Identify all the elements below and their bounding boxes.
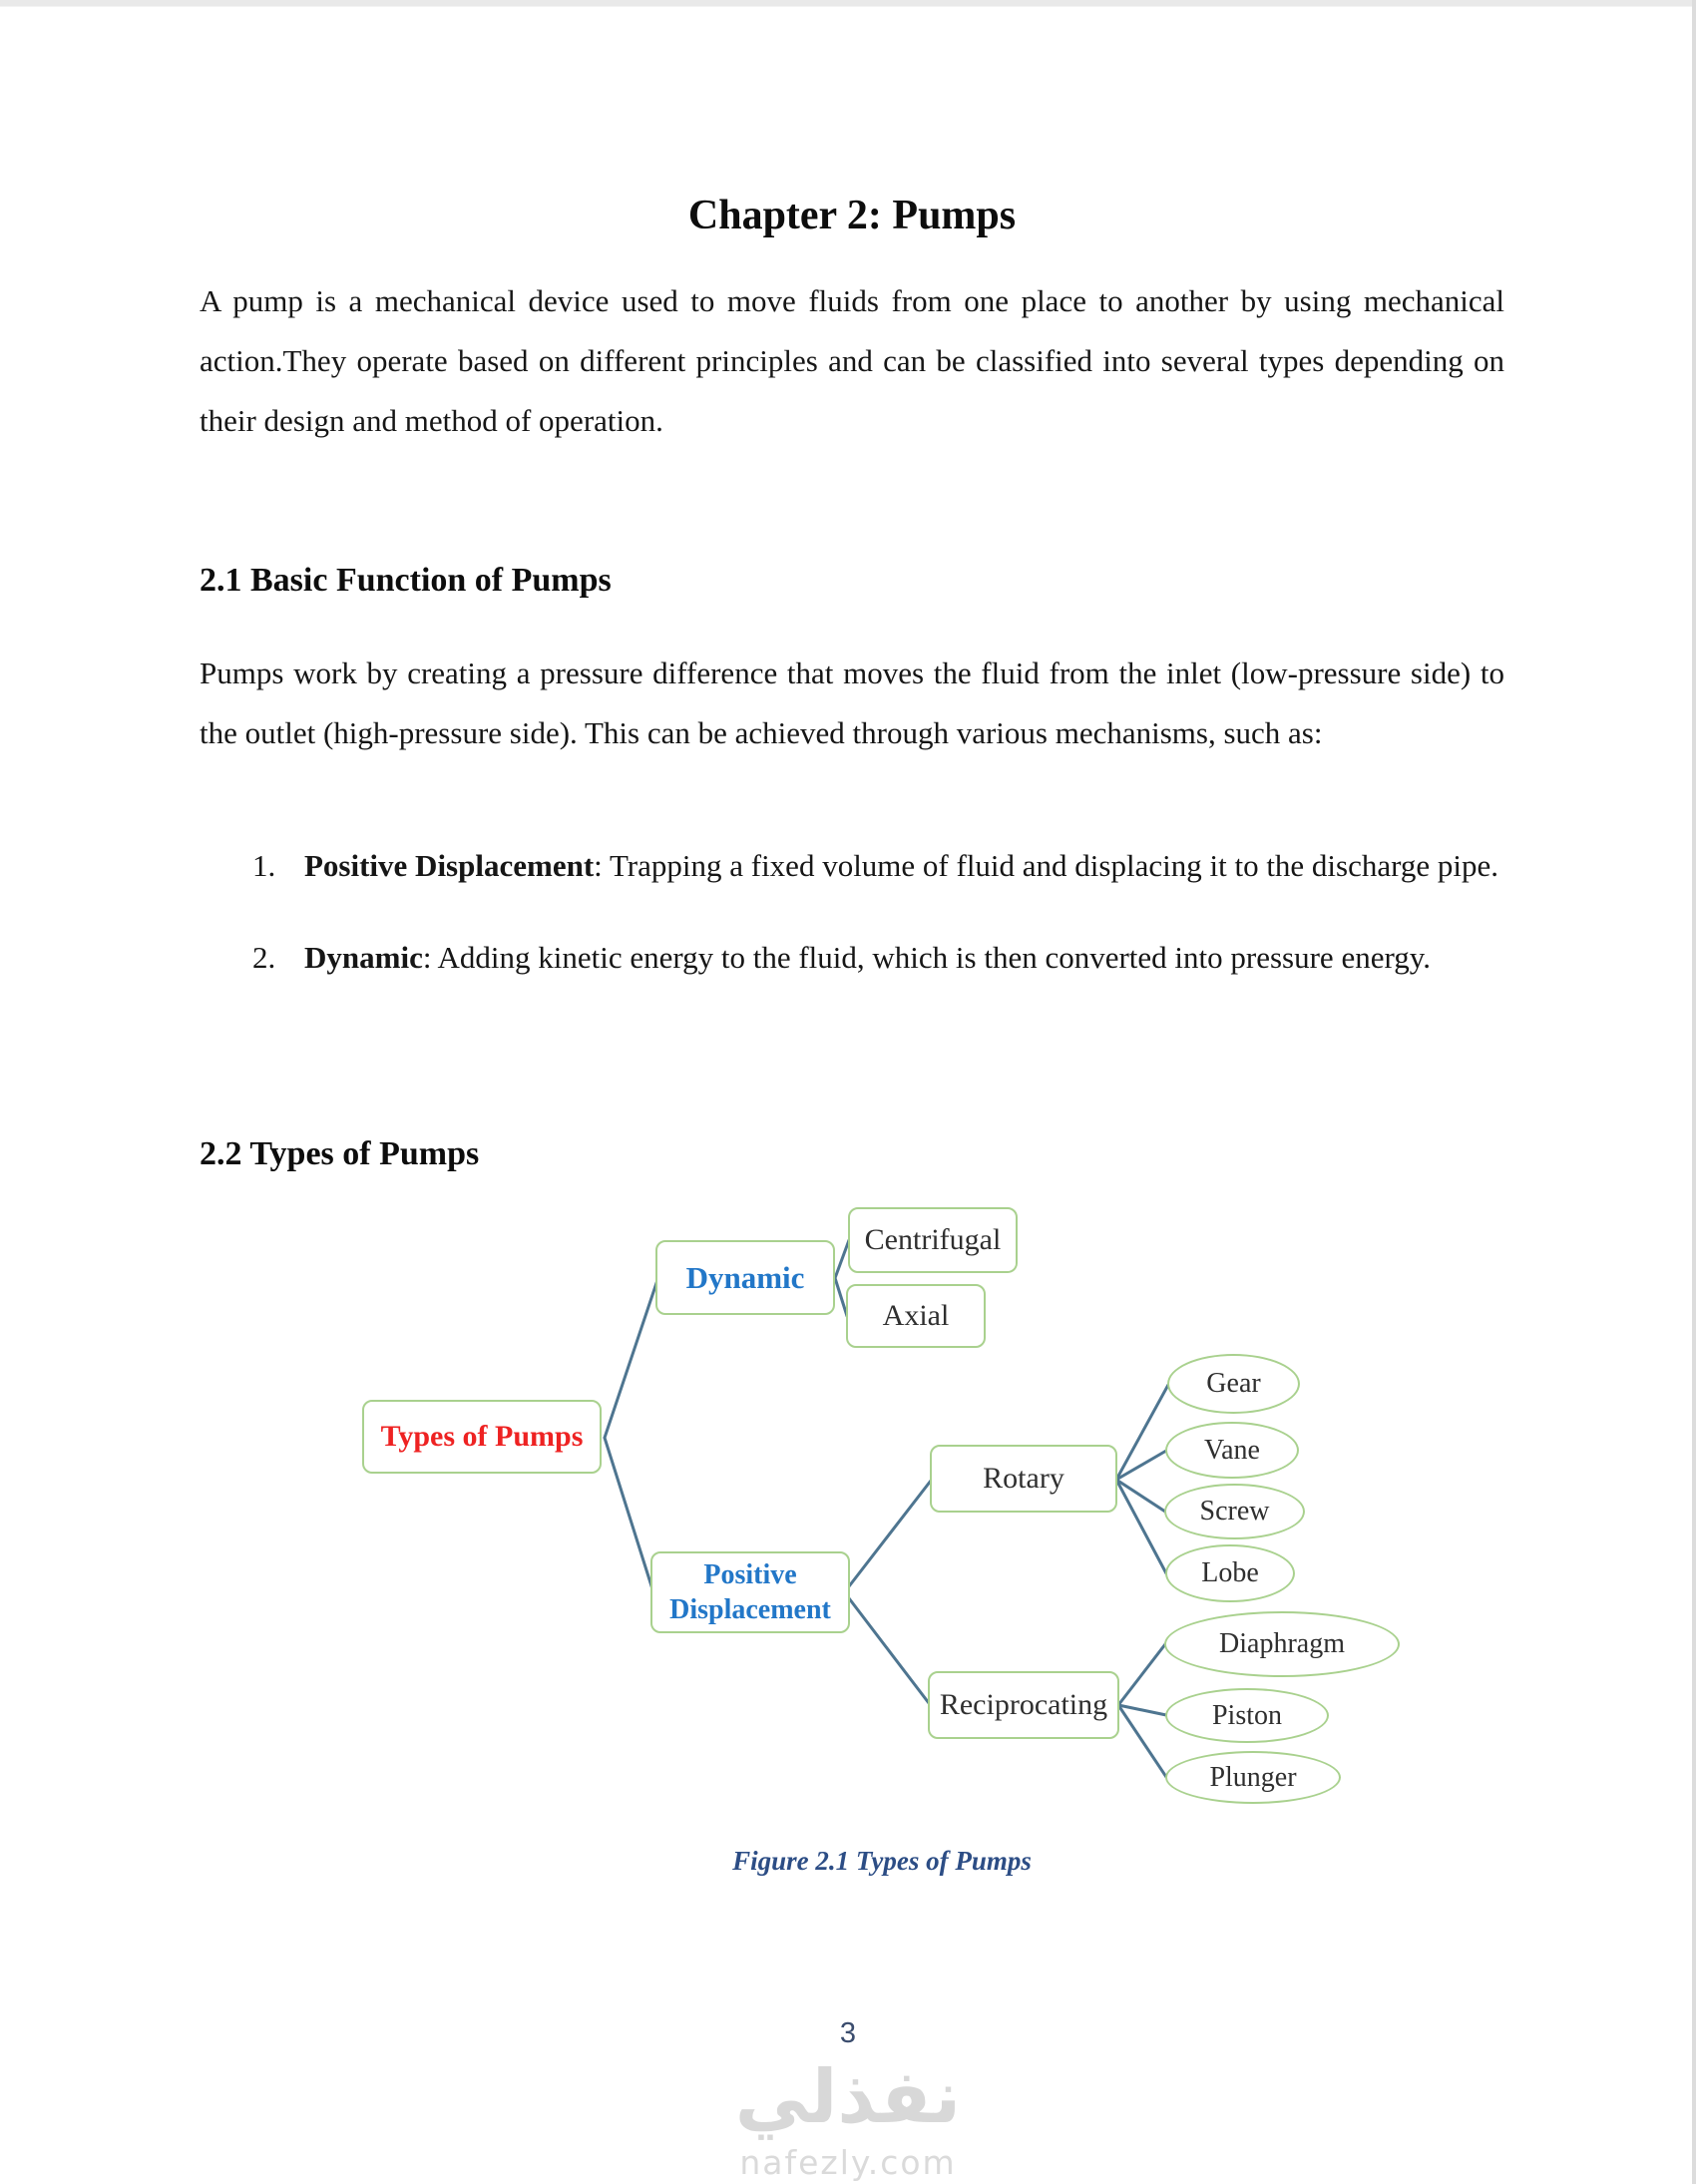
node-diaphragm (1164, 1611, 1400, 1677)
watermark-logo: نفذلي (734, 2054, 962, 2140)
section-2-1-heading: 2.1 Basic Function of Pumps (200, 562, 612, 599)
node-types-of-pumps-label: Types of Pumps (380, 1420, 584, 1453)
node-screw (1164, 1484, 1305, 1539)
node-vane (1165, 1422, 1299, 1479)
node-piston (1165, 1688, 1329, 1743)
node-axial-label: Axial (882, 1299, 950, 1332)
node-centrifugal (848, 1207, 1018, 1273)
list-item-number: 2. (252, 940, 276, 975)
list-item-description: : Adding kinetic energy to the fluid, which is then converted into pressure energy. (422, 940, 1431, 975)
list-item-term: Dynamic (304, 940, 423, 975)
node-lobe (1165, 1544, 1295, 1602)
node-lobe-label: Lobe (1201, 1557, 1259, 1588)
node-plunger (1165, 1751, 1341, 1804)
node-positive-displacement-label: Positive Displacement (669, 1559, 831, 1625)
list-item-description: : Trapping a fixed volume of fluid and displacing it to the discharge pipe. (594, 848, 1499, 883)
node-rotary-label: Rotary (983, 1462, 1064, 1495)
page-number: 3 (839, 2017, 857, 2049)
section-2-1-paragraph: Pumps work by creating a pressure difference that moves the fluid from the inlet (low-pressure side) to the outlet (high-pressure side). This can be achieved through various mechanisms, such as: (200, 655, 1504, 750)
section-2-2-heading: 2.2 Types of Pumps (200, 1135, 480, 1172)
node-rotary (930, 1445, 1117, 1513)
node-positive-displacement (650, 1551, 850, 1633)
intro-paragraph: A pump is a mechanical device used to move fluids from one place to another by using mechanical action.They operate based on different principles and can be classified into several types depending on their design and method of operation. (200, 283, 1504, 438)
node-gear (1167, 1354, 1300, 1414)
figure-caption: Figure 2.1 Types of Pumps (732, 1846, 1032, 1876)
node-screw-label: Screw (1199, 1496, 1270, 1527)
node-dynamic-label: Dynamic (685, 1259, 805, 1295)
chapter-title: Chapter 2: Pumps (687, 193, 1017, 238)
node-types-of-pumps (362, 1400, 602, 1474)
node-plunger-label: Plunger (1209, 1761, 1297, 1793)
list-item-term: Positive Displacement (304, 848, 595, 883)
node-piston-label: Piston (1211, 1699, 1283, 1731)
node-reciprocating-label: Reciprocating (939, 1688, 1108, 1721)
watermark-site-url: nafezly.com (739, 2143, 957, 2182)
node-axial (846, 1284, 986, 1348)
list-item-number: 1. (252, 848, 276, 883)
node-vane-label: Vane (1204, 1434, 1260, 1466)
node-dynamic (655, 1240, 835, 1315)
node-centrifugal-label: Centrifugal (864, 1223, 1002, 1256)
node-diaphragm-label: Diaphragm (1219, 1628, 1345, 1659)
node-gear-label: Gear (1206, 1368, 1261, 1399)
node-reciprocating (928, 1671, 1119, 1739)
